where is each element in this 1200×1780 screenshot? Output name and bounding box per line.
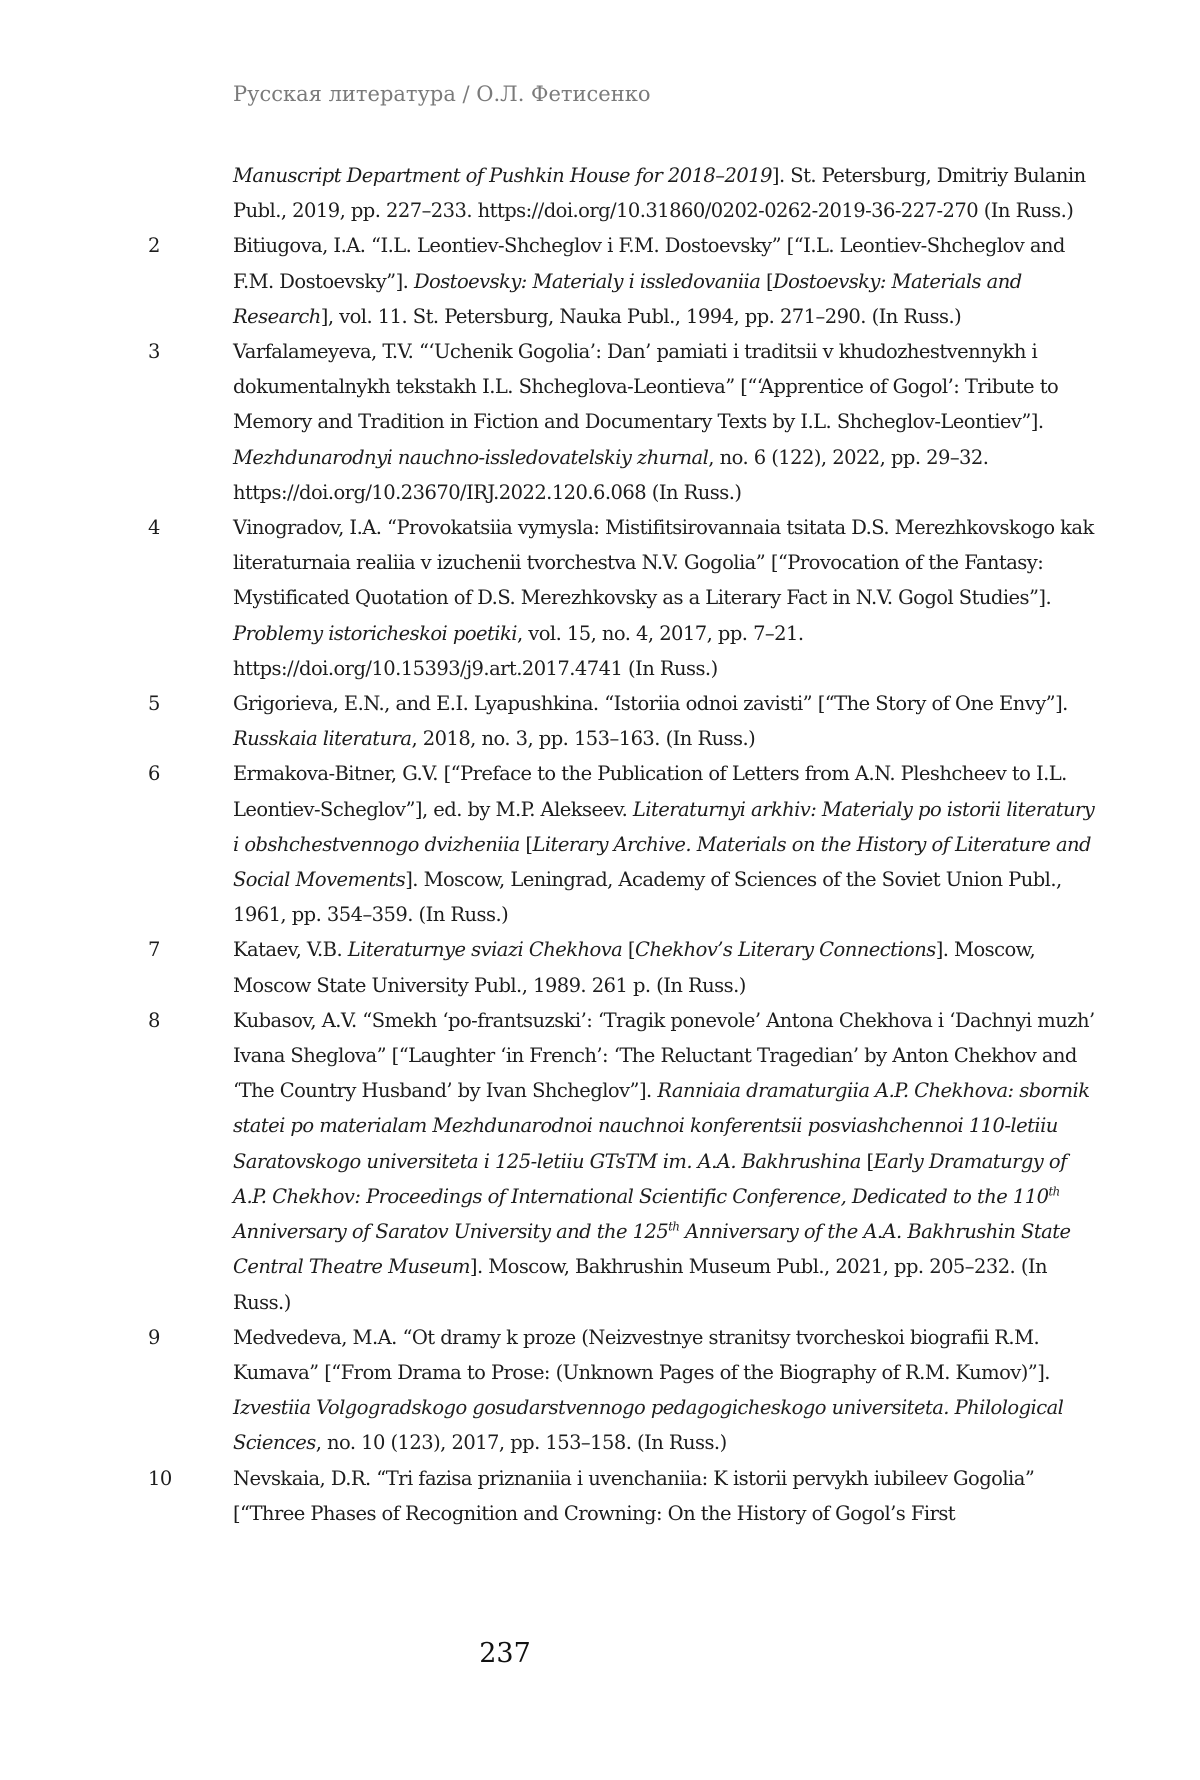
running-head: Русская литература / О.Л. Фетисенко — [233, 82, 651, 106]
reference-number: 5 — [148, 692, 160, 716]
reference-title-segment: Early Dramaturgy of A.P. Chekhov: Proceedings of International Scientific Conference, Dedicated to the 110 — [233, 1149, 1067, 1208]
reference-entry — [148, 686, 1098, 756]
reference-segment: ]. St. Petersburg, Dmitriy Bulanin Publ., 2019, pp. 227–233. https://doi.org/10.31860/0202-0262-2019-36-227-270 (In Russ.) — [233, 164, 1086, 223]
reference-segment: , vol. 15, no. 4, 2017, pp. 7–21. https://doi.org/10.15393/j9.art.2017.4741 (In Russ.) — [233, 621, 804, 680]
reference-text — [233, 1461, 1098, 1531]
reference-number: 8 — [148, 1008, 160, 1032]
reference-title-segment: Chekhov’s Literary Connections — [634, 938, 936, 962]
reference-number: 9 — [148, 1325, 160, 1349]
reference-text — [233, 686, 1098, 756]
reference-segment: ]. Moscow, Moscow State University Publ., 1989. 261 p. (In Russ.) — [233, 938, 1036, 997]
reference-text — [233, 334, 1098, 510]
reference-segment: Nevskaia, D.R. “Tri fazisa priznaniia i uvenchaniia: K istorii pervykh iubileev Gogolia” [“Three Phases of Recognition and Crowning: On the History of Gogol’s First — [233, 1466, 1035, 1525]
reference-text — [233, 1003, 1098, 1320]
reference-title-segment: Literaturnye sviazi Chekhova — [347, 938, 623, 962]
reference-title-segment: Anniversary of Saratov University and the 125 — [233, 1220, 669, 1244]
reference-segment: [ — [860, 1149, 874, 1173]
reference-segment: [ — [760, 269, 774, 293]
reference-segment: Varfalameyeva, T.V. “‘Uchenik Gogolia’: Dan’ pamiati i traditsii v khudozhestvennykh i dokumentalnykh tekstakh I.L. Shcheglova-Leontieva” [“‘Apprentice of Gogol’: Tribute to Memory and Tradition in Fiction and Documentary Texts by I.L. Shcheglov-Leontiev”]. — [233, 340, 1059, 434]
reference-title-segment: Izvestiia Volgogradskogo gosudarstvennogo pedagogicheskogo universiteta. Philological Sciences — [233, 1396, 1064, 1455]
reference-title-segment: Problemy istoricheskoi poetiki — [233, 621, 517, 645]
reference-title-segment: Literaturnyi arkhiv: Materialy po istorii literatury i obshchestvennogo dvizheniia — [233, 797, 1095, 856]
reference-segment: [ — [622, 938, 635, 962]
reference-text — [233, 158, 1098, 228]
reference-title-segment: th — [668, 1219, 680, 1234]
reference-entry — [148, 1461, 1098, 1531]
reference-number: 7 — [148, 938, 160, 962]
reference-number: 10 — [148, 1466, 172, 1490]
reference-title-segment: Mezhdunarodnyi nauchno-issledovatelskiy zhurnal — [233, 445, 709, 469]
reference-segment: Vinogradov, I.A. “Provokatsiia vymysla: Mistifitsirovannaia tsitata D.S. Merezhkovskogo kak literaturnaia realiia v izuchenii tvorchestva N.V. Gogolia” [“Provocation of the Fantasy: Mystificated Quotation of D.S. Merezhkovsky as a Literary Fact in N.V. Gogol Studies”]. — [233, 516, 1094, 610]
reference-text — [233, 1320, 1098, 1461]
reference-segment: Kubasov, A.V. “Smekh ‘po-frantsuzski’: ‘Tragik ponevole’ Antona Chekhova i ‘Dachnyi muzh’ Ivana Sheglova” [“Laughter ‘in French’: ‘The Reluctant Tragedian’ by Anton Chekhov and ‘The Country Husband’ by Ivan Shcheglov”]. — [233, 1008, 1095, 1103]
reference-entry — [148, 932, 1098, 1002]
reference-title-segment: Anniversary of the A.A. Bakhrushin State Central Theatre Museum — [233, 1220, 1071, 1279]
reference-segment: Medvedeva, M.A. “Ot dramy k proze (Neizvestnye stranitsy tvorcheskoi biografii R.M. Kumava” [“From Drama to Prose: (Unknown Pages of the Biography of R.M. Kumov)”]. — [233, 1325, 1050, 1384]
reference-entry — [148, 756, 1098, 932]
reference-segment: Bitiugova, I.A. “I.L. Leontiev-Shcheglov i F.M. Dostoevsky” [“I.L. Leontiev-Shcheglov and F.M. Dostoevsky”]. — [233, 234, 1065, 293]
reference-segment: Kataev, V.B. — [233, 938, 348, 962]
reference-segment: Grigorieva, E.N., and E.I. Lyapushkina. “Istoriia odnoi zavisti” [“The Story of One Envy”]. — [233, 692, 1068, 716]
reference-segment: , 2018, no. 3, pp. 153–163. (In Russ.) — [411, 727, 756, 751]
reference-number: 6 — [148, 762, 160, 786]
reference-title-segment: Dostoevsky: Materialy i issledovaniia — [413, 269, 761, 293]
reference-title-segment: Russkaia literatura — [233, 727, 412, 751]
reference-entry — [148, 158, 1098, 228]
reference-entry — [148, 1320, 1098, 1461]
reference-segment: [ — [519, 832, 533, 856]
reference-title-segment: Manuscript Department of Pushkin House for 2018–2019 — [233, 164, 772, 187]
page-number: 237 — [479, 1638, 531, 1669]
reference-entry — [148, 1003, 1098, 1320]
reference-segment: Ermakova-Bitner, G.V. [“Preface to the Publication of Letters from A.N. Pleshcheev to I.L. Leontiev-Scheglov”], ed. by M.P. Alekseev. — [233, 762, 1067, 821]
reference-text — [233, 510, 1098, 686]
reference-number: 3 — [148, 340, 160, 364]
reference-segment: ]. Moscow, Bakhrushin Museum Publ., 2021, pp. 205–232. (In Russ.) — [233, 1255, 1048, 1314]
reference-title-segment: Ranniaia dramaturgiia A.P. Chekhova: sbornik statei po materialam Mezhdunarodnoi nauchnoi konferentsii posviashchennoi 110-letiiu Saratovskogo universiteta i 125-letiiu GTsTM im. A.A. Bakhrushina — [233, 1079, 1090, 1173]
reference-segment: ], vol. 11. St. Petersburg, Nauka Publ., 1994, pp. 271–290. (In Russ.) — [320, 304, 962, 328]
reference-segment: ]. Moscow, Leningrad, Academy of Sciences of the Soviet Union Publ., 1961, pp. 354–359. (In Russ.) — [233, 868, 1062, 927]
reference-entry — [148, 334, 1098, 510]
reference-title-segment: th — [1048, 1184, 1060, 1199]
reference-title-segment: Dostoevsky: Materials and Research — [233, 269, 1022, 328]
reference-number: 2 — [148, 234, 160, 258]
reference-list — [148, 158, 1098, 1531]
reference-text — [233, 932, 1098, 1002]
reference-text — [233, 756, 1098, 932]
reference-entry — [148, 510, 1098, 686]
reference-entry — [148, 228, 1098, 334]
reference-text — [233, 228, 1098, 334]
reference-number: 4 — [148, 516, 160, 540]
reference-segment: , no. 6 (122), 2022, pp. 29–32. https://doi.org/10.23670/IRJ.2022.120.6.068 (In Russ.) — [233, 445, 989, 504]
reference-title-segment: Literary Archive. Materials on the History of Literature and Social Movements — [233, 832, 1091, 892]
reference-segment: , no. 10 (123), 2017, pp. 153–158. (In Russ.) — [315, 1431, 727, 1455]
